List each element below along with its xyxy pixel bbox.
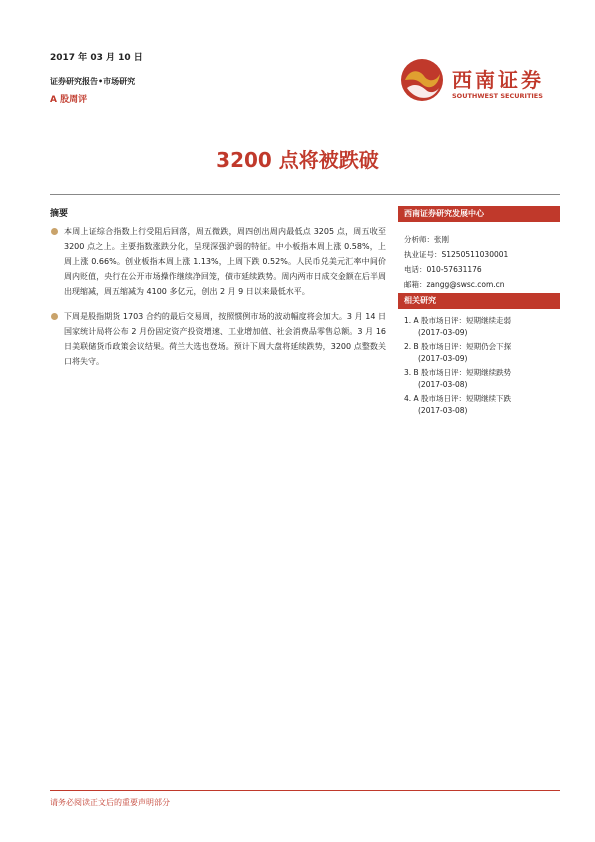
bullet-icon [51,228,58,235]
footer-divider [50,790,560,791]
research-center-bar: 西南证券研究发展中心 [398,206,560,222]
logo-name-cn: 西南证券 [452,68,544,92]
related-item-date: (2017-03-09) [418,354,468,363]
abstract-heading: 摘要 [50,209,69,219]
analyst-info [404,232,564,292]
analyst-license: 执业证号：S1250511030001 [404,250,509,259]
report-type: 证券研究报告•市场研究 [50,77,136,86]
related-item-date: (2017-03-08) [418,380,468,389]
abstract-paragraph [50,309,386,369]
analyst-email[interactable]: 邮箱：zangg@swsc.com.cn [404,280,505,289]
related-item-title: 3. B 股市场日评：短期继续跌势 [404,368,512,377]
related-item-title: 1. A 股市场日评：短期继续走弱 [404,316,512,325]
related-item-title: 2. B 股市场日评：短期仍会下探 [404,342,512,351]
company-logo [400,56,560,106]
abstract-paragraph-text: 本周上证综合指数上行受阻后回落，周五微跌，周四创出周内最低点 3205 点，周五收至 3200 点之上。主要指数涨跌分化，呈现深强沪弱的特征。中小板指本周上涨 0.58%，上周上涨 0.66%。创业板指本周上涨 1.13%，上周下跌 0.52%。人民币兑美元汇率中间价周内贬值，央行在公开市场操作继续净回笼，债市延续跌势。周内两市日成交金额在后半周出现缩减，周五缩减为 4100 多亿元，创出 2 月 9 日以来最低水平。 [64,227,386,296]
logo-emblem-icon [400,58,444,102]
related-research-list [404,315,564,419]
related-item-date: (2017-03-09) [418,328,468,337]
report-category: A 股周评 [50,95,88,105]
related-item[interactable] [404,393,564,417]
related-item-title: 4. A 股市场日评：短期继续下跌 [404,394,512,403]
related-item[interactable] [404,315,564,339]
related-research-bar: 相关研究 [398,293,560,309]
title-divider [50,194,560,195]
related-item-date: (2017-03-08) [418,406,468,415]
analyst-name: 分析师：张刚 [404,235,449,244]
abstract-paragraph-text: 下周是股指期货 1703 合约的最后交易周，按照惯例市场的波动幅度将会加大。3 月 14 日国家统计局将公布 2 月份固定资产投资增速、工业增加值、社会消费品零售总额。3 月 16 日美联储货币政策会议结果。荷兰大选也登场。预计下周大盘将延续跌势，3200 点整数关口将失守。 [64,312,386,366]
footer-disclaimer: 请务必阅读正文后的重要声明部分 [50,798,170,807]
related-item[interactable] [404,367,564,391]
abstract-body [50,224,386,379]
analyst-phone: 电话：010-57631176 [404,265,482,274]
report-title: 3200 点将被跌破 [216,148,379,172]
related-item[interactable] [404,341,564,365]
report-date: 2017 年 03 月 10 日 [50,53,143,63]
abstract-paragraph [50,224,386,299]
logo-name-en: SOUTHWEST SECURITIES [452,92,543,100]
bullet-icon [51,313,58,320]
